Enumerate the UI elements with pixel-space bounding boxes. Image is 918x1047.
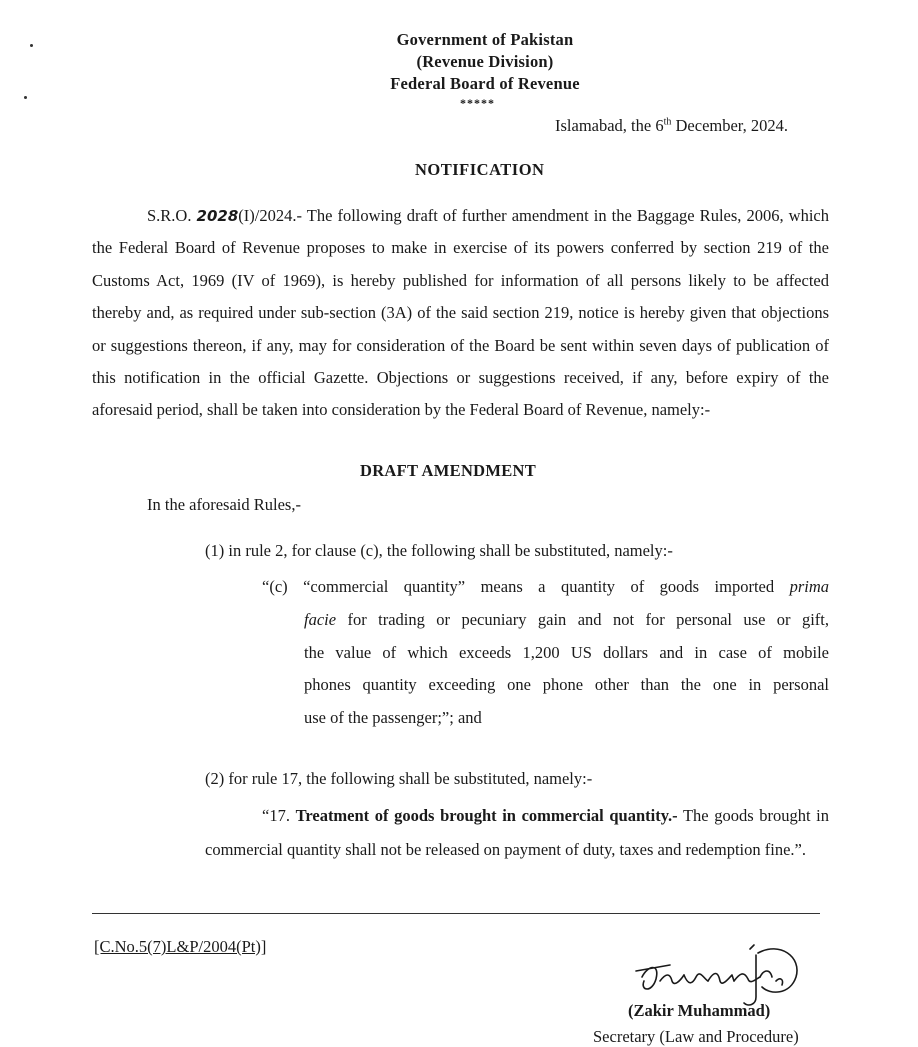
amendment-1-clause: (1) in rule 2, for clause (c), the following shall be substituted, namely:- (205, 541, 673, 560)
notification-title: NOTIFICATION (415, 160, 545, 179)
sub-c-line-4: phones quantity exceeding one phone other than the one in personal (304, 675, 829, 695)
preamble-text: (I)/2024.- The following draft of further amendment in the Baggage Rules, 2006, which the Federal Board of Revenue proposes to make in exercise of its powers conferred by section 219 of the Customs Act, 1969 (IV of 1969), is hereby published for information of all persons likely to be affected thereby and, as required under sub-section (3A) of the said section 219, notice is hereby given that objections or suggestions thereon, if any, may for consideration of the Board be sent within seven days of publication of this notification in the official Gazette. Objections or suggestions received, if any, before expiry of the aforesaid period, shall be taken into consideration by the Federal Board of Revenue, namely:- (92, 206, 829, 420)
signatory-name: (Zakir Muhammad) (628, 1001, 771, 1020)
amendment-1-substituted-text (262, 571, 829, 735)
file-reference: [C.No.5(7)L&P/2004(Pt)] (94, 937, 267, 956)
scan-speck (30, 44, 33, 47)
dateline (555, 116, 788, 136)
sub-c-line-2-text: for trading or pecuniary gain and not for personal use or gift, (336, 609, 829, 629)
dateline-prefix: Islamabad, the 6 (555, 116, 664, 135)
sub-c-line-1-text: “(c) “commercial quantity” means a quantity of goods imported (262, 577, 790, 596)
separator-line (92, 913, 820, 914)
rules-intro: In the aforesaid Rules,- (147, 495, 301, 514)
sro-handwritten-number: 2028 (196, 207, 239, 225)
rule-17-heading: Treatment of goods brought in commercial quantity.- (295, 806, 678, 825)
amendment-2-substituted-text (205, 799, 829, 867)
sub-c-line-2 (262, 604, 829, 637)
sub-c-italic-prima: prima (789, 577, 829, 596)
header-government: Government of Pakistan (396, 30, 574, 49)
sub-c-line-5: use of the passenger;”; and (304, 708, 482, 728)
handwritten-signature (630, 935, 805, 1010)
sub-c-line-3: the value of which exceeds 1,200 US dollars and in case of mobile (304, 642, 829, 662)
amendment-2-clause: (2) for rule 17, the following shall be substituted, namely:- (205, 769, 593, 788)
rule-17-body: The goods brought in commercial quantity shall not be released on payment of duty, taxes and redemption fine.”. (205, 806, 829, 859)
header-division: (Revenue Division) (416, 52, 554, 71)
dateline-superscript: th (663, 116, 672, 128)
header-board: Federal Board of Revenue (390, 74, 580, 93)
sub-c-italic-facie: facie (304, 609, 337, 629)
draft-amendment-heading: DRAFT AMENDMENT (360, 461, 537, 480)
sro-prefix: S.R.O. (147, 206, 197, 225)
preamble-paragraph (92, 200, 829, 427)
signatory-designation: Secretary (Law and Procedure) (593, 1027, 799, 1046)
dateline-suffix: December, 2024. (671, 116, 789, 135)
rule-17-open: “17. (262, 806, 296, 825)
header-stars: ***** (460, 96, 495, 110)
scan-speck (24, 96, 27, 99)
sub-c-line-1 (262, 571, 829, 604)
